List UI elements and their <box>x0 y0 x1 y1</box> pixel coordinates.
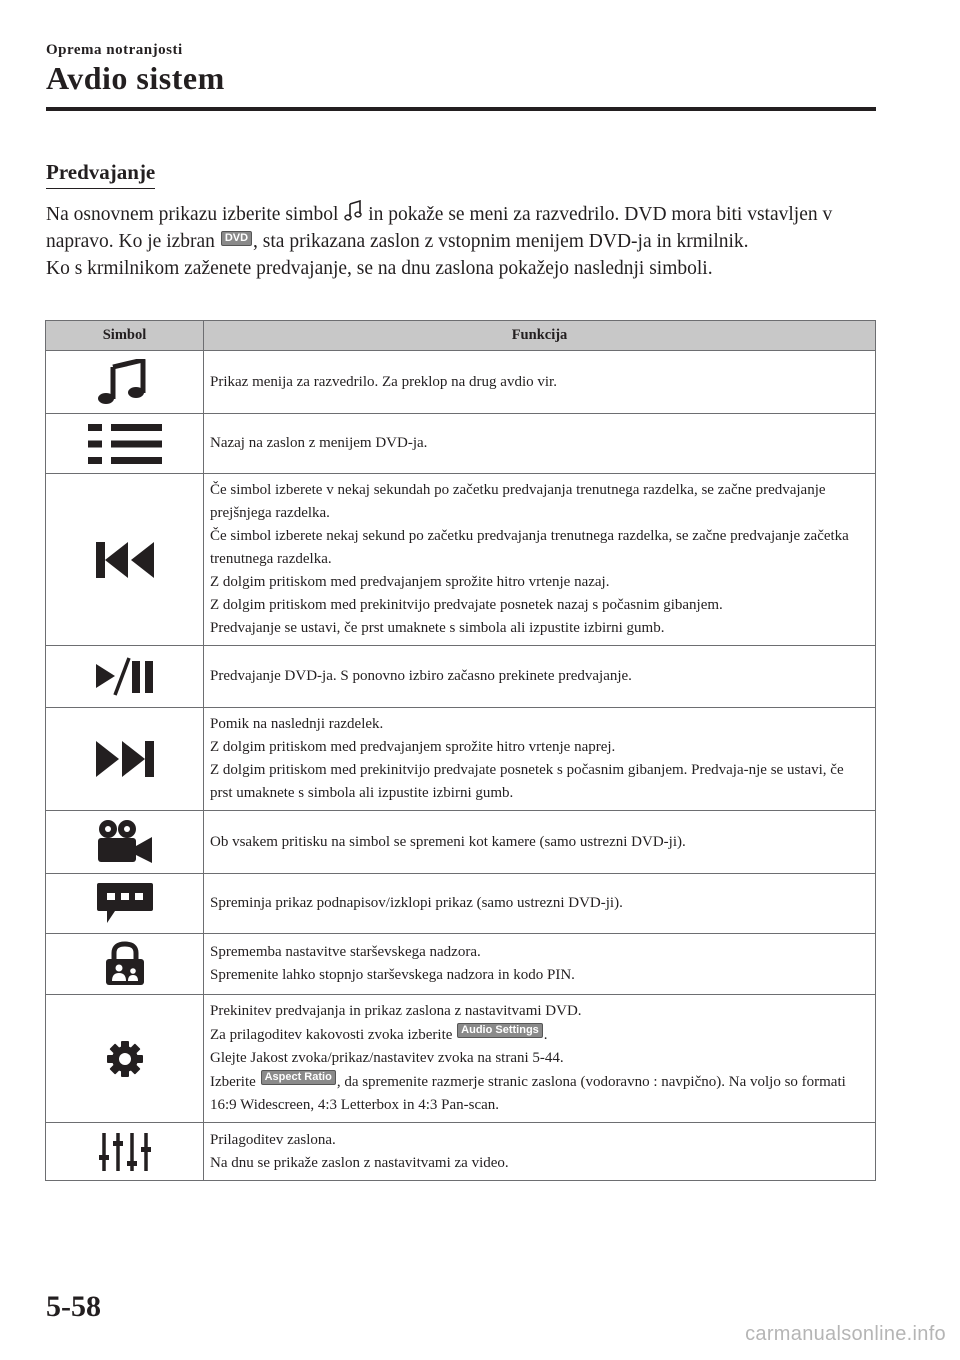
table-header-row <box>46 321 876 351</box>
intro-paragraph-1 <box>46 200 876 255</box>
symbol-column-header: Simbol <box>46 321 204 351</box>
gear-icon <box>46 995 204 1123</box>
symbol-table <box>45 320 876 1181</box>
table-cell <box>204 874 876 934</box>
table-row <box>46 811 876 874</box>
row-text: Spreminja prikaz podnapisov/izklopi prikaz (samo ustrezni DVD-ji). <box>210 895 623 911</box>
row-text: Prikaz menija za razvedrilo. Za preklop na drug avdio vir. <box>210 373 557 390</box>
table-row <box>46 995 876 1123</box>
table-row <box>46 874 876 934</box>
row-text: Predvajanje se ustavi, če prst umaknete s simbola ali izpustite izbirni gumb. <box>210 620 665 636</box>
table-cell <box>204 474 876 646</box>
row-text <box>210 1023 869 1047</box>
table-row <box>46 351 876 414</box>
music-note-icon <box>343 200 363 222</box>
table-row <box>46 708 876 811</box>
table-cell <box>204 708 876 811</box>
table-cell <box>204 414 876 474</box>
row-text: Na dnu se prikaže zaslon z nastavitvami za video. <box>210 1154 509 1171</box>
table-row <box>46 1123 876 1181</box>
table-cell <box>204 995 876 1123</box>
camera-angle-icon <box>46 811 204 874</box>
skip-forward-icon <box>46 708 204 811</box>
subheading: Predvajanje <box>46 160 155 189</box>
intro-text-c: , sta prikazana zaslon z vstopnim menijem DVD-ja in krmilnik. <box>253 231 749 252</box>
row-text: Predvajanje DVD-ja. S ponovno izbiro začasno prekinete predvajanje. <box>210 668 632 684</box>
row-text: Prekinitev predvajanja in prikaz zaslona z nastavitvami DVD. <box>210 1003 582 1019</box>
row-text: Sprememba nastavitve starševskega nadzora. <box>210 944 481 960</box>
row-text: Prilagoditev zaslona. <box>210 1131 336 1148</box>
table-row <box>46 934 876 995</box>
aspect-ratio-button: Aspect Ratio <box>261 1070 336 1085</box>
music-note-icon <box>46 351 204 414</box>
row-text-part: , da spremenite razmerje stranic zaslona (vodoravno : navpično). Na voljo so formati 16:9 Widescreen, 4:3 Letterbox in 4:3 Pan-scan. <box>210 1074 846 1113</box>
table-cell <box>204 811 876 874</box>
list-menu-icon <box>46 414 204 474</box>
row-text: Pomik na naslednji razdelek. <box>210 716 384 732</box>
parental-lock-icon <box>46 934 204 995</box>
section-label: Oprema notranjosti <box>46 42 183 58</box>
equalizer-icon <box>46 1123 204 1181</box>
skip-back-icon <box>46 474 204 646</box>
table-cell <box>204 1123 876 1181</box>
row-text-part: Za prilagoditev kakovosti zvoka izberite <box>210 1027 453 1043</box>
intro-text <box>46 200 876 282</box>
row-text: Nazaj na zaslon z menijem DVD-ja. <box>210 435 428 451</box>
intro-text-b: in pokaže se meni za razvedrilo. DVD mora biti vstavljen v napravo. Ko je izbran <box>46 204 833 252</box>
table-cell <box>204 934 876 995</box>
row-text: Z dolgim pritiskom med predvajanjem sprožite hitro vrtenje naprej. <box>210 739 616 755</box>
table-row <box>46 474 876 646</box>
table-row <box>46 414 876 474</box>
page-title: Avdio sistem <box>46 60 225 96</box>
intro-text-a: Na osnovnem prikazu izberite simbol <box>46 204 339 225</box>
row-text: Z dolgim pritiskom med prekinitvijo predvajate posnetek s počasnim gibanjem. Predvaja-nje se ustavi, če prst umaknete s simbola ali izpustite izbirni gumb. <box>210 762 844 801</box>
row-text <box>210 1070 869 1117</box>
row-text: Ob vsakem pritisku na simbol se spremeni kot kamere (samo ustrezni DVD-ji). <box>210 833 686 850</box>
row-text: Glejte Jakost zvoka/prikaz/nastavitev zvoka na strani 5-44. <box>210 1050 564 1066</box>
subtitle-icon <box>46 874 204 934</box>
table-cell <box>204 646 876 708</box>
audio-settings-button: Audio Settings <box>457 1023 543 1038</box>
function-column-header: Funkcija <box>204 321 876 351</box>
play-pause-icon <box>46 646 204 708</box>
row-text: Z dolgim pritiskom med prekinitvijo predvajate posnetek nazaj s počasnim gibanjem. <box>210 597 723 613</box>
page-number: 5-58 <box>46 1290 101 1323</box>
row-text: Spremenite lahko stopnjo starševskega nadzora in kodo PIN. <box>210 967 575 983</box>
table-cell <box>204 351 876 414</box>
row-text: Če simbol izberete nekaj sekund po začetku predvajanja trenutnega razdelka, se začne predvajanje začetka trenutnega razdelka. <box>210 528 849 567</box>
row-text: Z dolgim pritiskom med predvajanjem sprožite hitro vrtenje nazaj. <box>210 574 610 590</box>
table-row <box>46 646 876 708</box>
row-text-part: Izberite <box>210 1074 256 1090</box>
header-rule <box>46 107 876 111</box>
watermark: carmanualsonline.info <box>745 1323 946 1345</box>
row-text: Če simbol izberete v nekaj sekundah po začetku predvajanja trenutnega razdelka, se začne predvajanje prejšnjega razdelka. <box>210 482 826 521</box>
dvd-button: DVD <box>221 231 252 246</box>
row-text-part: . <box>543 1027 548 1043</box>
intro-paragraph-2: Ko s krmilnikom zaženete predvajanje, se na dnu zaslona pokažejo naslednji simboli. <box>46 258 713 279</box>
